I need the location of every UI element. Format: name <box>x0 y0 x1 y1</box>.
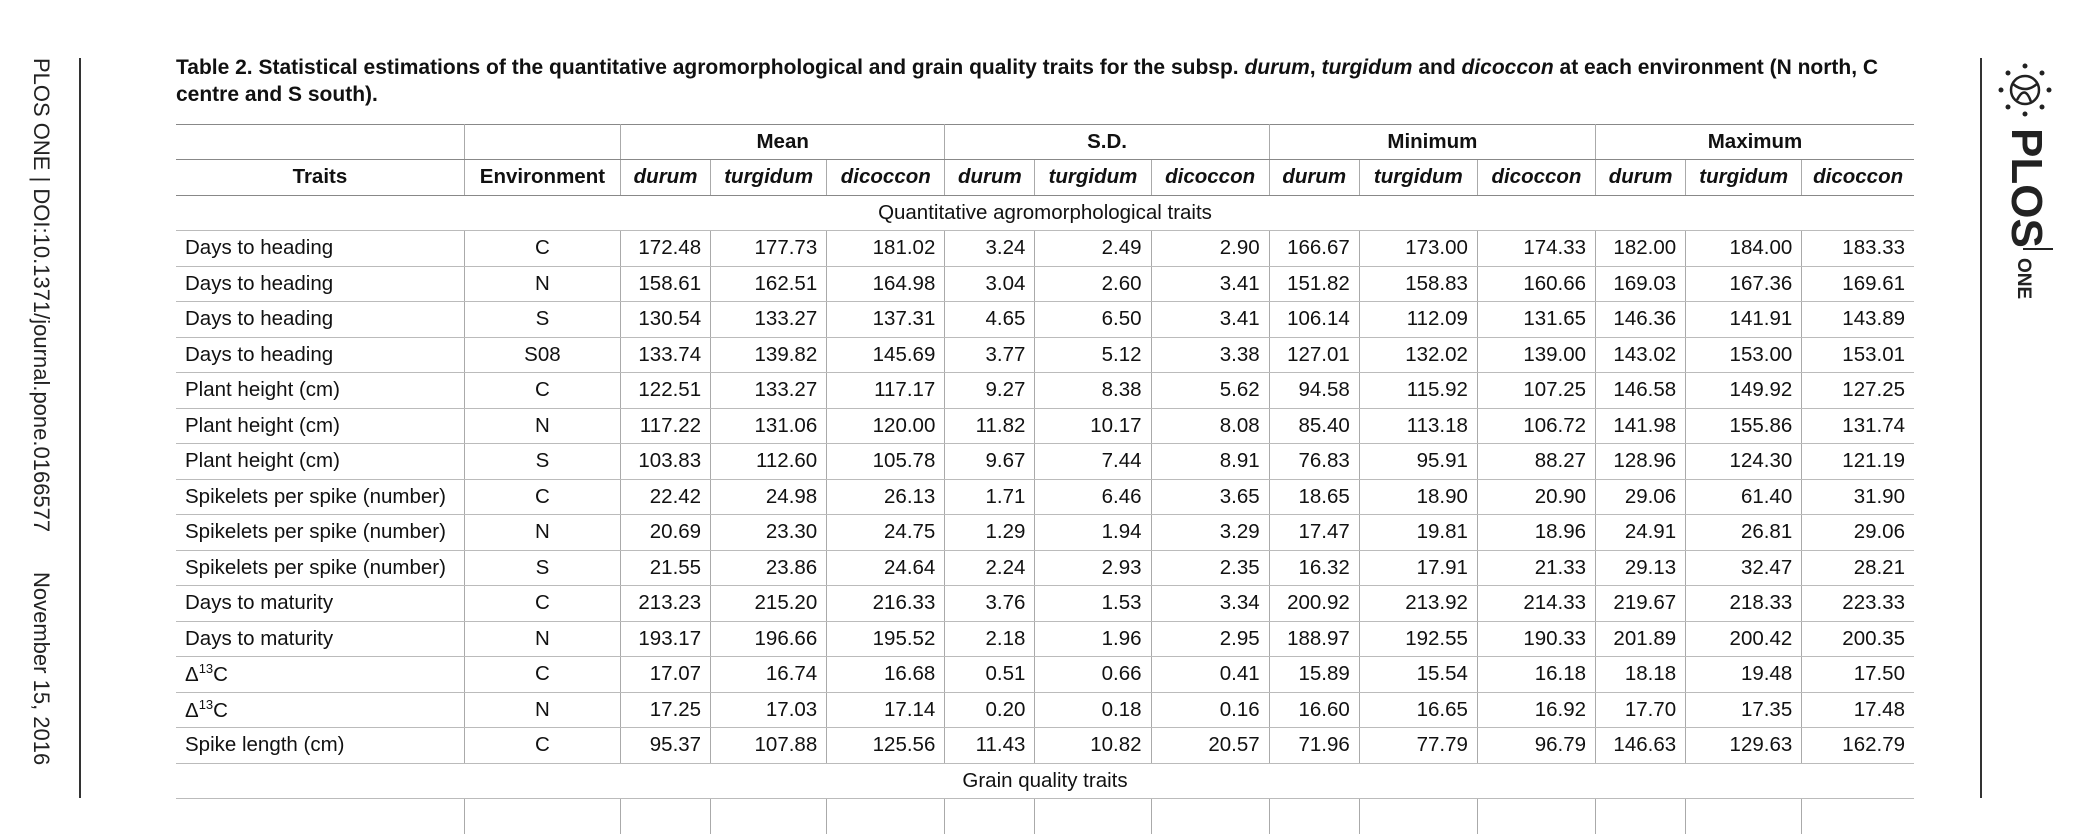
empty-cell <box>176 799 464 834</box>
value-cell: 216.33 <box>827 586 945 622</box>
value-cell: 9.67 <box>945 444 1035 480</box>
environment-cell: C <box>464 657 620 693</box>
value-cell: 3.24 <box>945 231 1035 267</box>
empty-cell <box>1359 799 1477 834</box>
value-cell: 177.73 <box>711 231 827 267</box>
value-cell: 143.89 <box>1802 302 1914 338</box>
trait-cell: Days to maturity <box>176 621 464 657</box>
header-minimum: Minimum <box>1269 125 1595 160</box>
value-cell: 16.74 <box>711 657 827 693</box>
value-cell: 131.65 <box>1477 302 1595 338</box>
value-cell: 0.20 <box>945 692 1035 728</box>
value-cell: 2.95 <box>1151 621 1269 657</box>
value-cell: 2.60 <box>1035 266 1151 302</box>
value-cell: 117.22 <box>621 408 711 444</box>
trait-cell <box>176 692 464 728</box>
value-cell: 133.27 <box>711 302 827 338</box>
table-row <box>176 337 1914 373</box>
value-cell: 17.03 <box>711 692 827 728</box>
empty-cell <box>827 799 945 834</box>
value-cell: 17.70 <box>1596 692 1686 728</box>
trait-cell: Plant height (cm) <box>176 373 464 409</box>
trait-cell: Days to heading <box>176 231 464 267</box>
value-cell: 1.53 <box>1035 586 1151 622</box>
value-cell: 166.67 <box>1269 231 1359 267</box>
trait-superscript: 13 <box>198 696 214 712</box>
empty-cell <box>1035 799 1151 834</box>
publication-date: November 15, 2016 <box>29 572 54 766</box>
value-cell: 7.44 <box>1035 444 1151 480</box>
value-cell: 18.18 <box>1596 657 1686 693</box>
table-row <box>176 586 1914 622</box>
table-row <box>176 266 1914 302</box>
value-cell: 2.35 <box>1151 550 1269 586</box>
value-cell: 88.27 <box>1477 444 1595 480</box>
trait-cell <box>176 657 464 693</box>
value-cell: 200.42 <box>1686 621 1802 657</box>
value-cell: 0.41 <box>1151 657 1269 693</box>
table-row <box>176 621 1914 657</box>
value-cell: 162.79 <box>1802 728 1914 764</box>
value-cell: 24.75 <box>827 515 945 551</box>
value-cell: 117.17 <box>827 373 945 409</box>
value-cell: 31.90 <box>1802 479 1914 515</box>
value-cell: 223.33 <box>1802 586 1914 622</box>
value-cell: 17.07 <box>621 657 711 693</box>
value-cell: 29.06 <box>1802 515 1914 551</box>
environment-cell: C <box>464 479 620 515</box>
value-cell: 112.60 <box>711 444 827 480</box>
value-cell: 3.34 <box>1151 586 1269 622</box>
table-caption <box>176 54 1916 108</box>
value-cell: 17.91 <box>1359 550 1477 586</box>
value-cell: 141.91 <box>1686 302 1802 338</box>
value-cell: 1.29 <box>945 515 1035 551</box>
empty-cell <box>464 799 620 834</box>
value-cell: 200.92 <box>1269 586 1359 622</box>
value-cell: 131.06 <box>711 408 827 444</box>
value-cell: 164.98 <box>827 266 945 302</box>
empty-cell <box>1151 799 1269 834</box>
value-cell: 213.92 <box>1359 586 1477 622</box>
value-cell: 3.41 <box>1151 266 1269 302</box>
value-cell: 21.55 <box>621 550 711 586</box>
value-cell: 129.63 <box>1686 728 1802 764</box>
trait-cell: Spike length (cm) <box>176 728 464 764</box>
environment-cell: N <box>464 692 620 728</box>
environment-cell: C <box>464 586 620 622</box>
value-cell: 18.90 <box>1359 479 1477 515</box>
environment-cell: S <box>464 444 620 480</box>
value-cell: 26.81 <box>1686 515 1802 551</box>
caption-text-b: at each environment (N north, C centre and S south). <box>176 56 1879 106</box>
value-cell: 3.29 <box>1151 515 1269 551</box>
value-cell: 26.13 <box>827 479 945 515</box>
trait-superscript: 13 <box>198 661 214 677</box>
value-cell: 107.25 <box>1477 373 1595 409</box>
value-cell: 193.17 <box>621 621 711 657</box>
value-cell: 182.00 <box>1596 231 1686 267</box>
trait-cell: Days to heading <box>176 302 464 338</box>
environment-cell: S <box>464 302 620 338</box>
environment-cell: N <box>464 621 620 657</box>
value-cell: 215.20 <box>711 586 827 622</box>
plos-one-logo <box>1990 58 2060 358</box>
header-sd-dicoccon: dicoccon <box>1151 160 1269 196</box>
value-cell: 188.97 <box>1269 621 1359 657</box>
header-max-turgidum: turgidum <box>1686 160 1802 196</box>
value-cell: 32.47 <box>1686 550 1802 586</box>
value-cell: 5.12 <box>1035 337 1151 373</box>
value-cell: 122.51 <box>621 373 711 409</box>
value-cell: 195.52 <box>827 621 945 657</box>
blank-header-traits <box>176 125 464 160</box>
value-cell: 213.23 <box>621 586 711 622</box>
value-cell: 3.04 <box>945 266 1035 302</box>
value-cell: 5.62 <box>1151 373 1269 409</box>
value-cell: 106.14 <box>1269 302 1359 338</box>
value-cell: 181.02 <box>827 231 945 267</box>
value-cell: 16.60 <box>1269 692 1359 728</box>
empty-cell <box>1686 799 1802 834</box>
trait-cell: Spikelets per spike (number) <box>176 479 464 515</box>
environment-cell: N <box>464 408 620 444</box>
table-row <box>176 692 1914 728</box>
value-cell: 15.89 <box>1269 657 1359 693</box>
value-cell: 2.93 <box>1035 550 1151 586</box>
value-cell: 24.91 <box>1596 515 1686 551</box>
header-sd-durum: durum <box>945 160 1035 196</box>
value-cell: 17.50 <box>1802 657 1914 693</box>
value-cell: 3.41 <box>1151 302 1269 338</box>
table-row <box>176 728 1914 764</box>
value-cell: 2.90 <box>1151 231 1269 267</box>
header-max-dicoccon: dicoccon <box>1802 160 1914 196</box>
value-cell: 0.16 <box>1151 692 1269 728</box>
value-cell: 169.03 <box>1596 266 1686 302</box>
logo-subtext: ONE <box>2013 258 2034 300</box>
header-mean: Mean <box>621 125 945 160</box>
value-cell: 183.33 <box>1802 231 1914 267</box>
value-cell: 10.82 <box>1035 728 1151 764</box>
value-cell: 2.49 <box>1035 231 1151 267</box>
value-cell: 160.66 <box>1477 266 1595 302</box>
section-row-grain-quality <box>176 763 1914 799</box>
value-cell: 115.92 <box>1359 373 1477 409</box>
sub-header-row <box>176 160 1914 196</box>
value-cell: 94.58 <box>1269 373 1359 409</box>
value-cell: 153.00 <box>1686 337 1802 373</box>
left-rule <box>79 58 81 798</box>
journal-doi: PLOS ONE | DOI:10.1371/journal.pone.0166577 <box>29 58 54 533</box>
empty-cell <box>1477 799 1595 834</box>
value-cell: 158.83 <box>1359 266 1477 302</box>
value-cell: 106.72 <box>1477 408 1595 444</box>
table-row <box>176 444 1914 480</box>
header-min-durum: durum <box>1269 160 1359 196</box>
empty-cell <box>1802 799 1914 834</box>
value-cell: 23.30 <box>711 515 827 551</box>
value-cell: 200.35 <box>1802 621 1914 657</box>
value-cell: 149.92 <box>1686 373 1802 409</box>
caption-and: and <box>1418 56 1456 79</box>
value-cell: 139.82 <box>711 337 827 373</box>
value-cell: 76.83 <box>1269 444 1359 480</box>
table-row <box>176 515 1914 551</box>
header-environment: Environment <box>464 160 620 196</box>
value-cell: 174.33 <box>1477 231 1595 267</box>
table-row-partial <box>176 799 1914 834</box>
stats-table <box>176 124 1914 834</box>
value-cell: 28.21 <box>1802 550 1914 586</box>
value-cell: 192.55 <box>1359 621 1477 657</box>
value-cell: 19.48 <box>1686 657 1802 693</box>
value-cell: 17.14 <box>827 692 945 728</box>
value-cell: 3.38 <box>1151 337 1269 373</box>
value-cell: 24.64 <box>827 550 945 586</box>
trait-cell: Plant height (cm) <box>176 444 464 480</box>
value-cell: 133.27 <box>711 373 827 409</box>
value-cell: 6.50 <box>1035 302 1151 338</box>
empty-cell <box>945 799 1035 834</box>
caption-label: Table 2. <box>176 56 253 79</box>
value-cell: 6.46 <box>1035 479 1151 515</box>
empty-cell <box>1596 799 1686 834</box>
value-cell: 184.00 <box>1686 231 1802 267</box>
value-cell: 96.79 <box>1477 728 1595 764</box>
table-row <box>176 231 1914 267</box>
header-min-turgidum: turgidum <box>1359 160 1477 196</box>
value-cell: 155.86 <box>1686 408 1802 444</box>
environment-cell: N <box>464 266 620 302</box>
value-cell: 132.02 <box>1359 337 1477 373</box>
value-cell: 17.25 <box>621 692 711 728</box>
value-cell: 158.61 <box>621 266 711 302</box>
trait-cell: Days to heading <box>176 266 464 302</box>
value-cell: 190.33 <box>1477 621 1595 657</box>
section-row-quantitative <box>176 195 1914 231</box>
value-cell: 133.74 <box>621 337 711 373</box>
value-cell: 16.18 <box>1477 657 1595 693</box>
value-cell: 17.48 <box>1802 692 1914 728</box>
value-cell: 146.63 <box>1596 728 1686 764</box>
value-cell: 141.98 <box>1596 408 1686 444</box>
table-row <box>176 657 1914 693</box>
value-cell: 24.98 <box>711 479 827 515</box>
header-mean-dicoccon: dicoccon <box>827 160 945 196</box>
header-mean-turgidum: turgidum <box>711 160 827 196</box>
value-cell: 20.69 <box>621 515 711 551</box>
trait-cell: Spikelets per spike (number) <box>176 550 464 586</box>
empty-cell <box>621 799 711 834</box>
trait-cell: Days to heading <box>176 337 464 373</box>
value-cell: 139.00 <box>1477 337 1595 373</box>
value-cell: 20.90 <box>1477 479 1595 515</box>
value-cell: 131.74 <box>1802 408 1914 444</box>
blank-header-env <box>464 125 620 160</box>
value-cell: 128.96 <box>1596 444 1686 480</box>
value-cell: 137.31 <box>827 302 945 338</box>
section-label-quantitative: Quantitative agromorphological traits <box>176 195 1914 231</box>
value-cell: 146.36 <box>1596 302 1686 338</box>
value-cell: 214.33 <box>1477 586 1595 622</box>
header-maximum: Maximum <box>1596 125 1914 160</box>
value-cell: 146.58 <box>1596 373 1686 409</box>
caption-text-a: Statistical estimations of the quantitative agromorphological and grain quality traits for the subsp. <box>258 56 1239 79</box>
trait-delta: Δ <box>185 663 199 687</box>
table-row <box>176 373 1914 409</box>
value-cell: 17.35 <box>1686 692 1802 728</box>
trait-delta: Δ <box>185 698 199 722</box>
value-cell: 95.37 <box>621 728 711 764</box>
citation-sidebar <box>28 58 54 765</box>
table-row <box>176 408 1914 444</box>
value-cell: 151.82 <box>1269 266 1359 302</box>
value-cell: 71.96 <box>1269 728 1359 764</box>
value-cell: 16.65 <box>1359 692 1477 728</box>
value-cell: 85.40 <box>1269 408 1359 444</box>
value-cell: 201.89 <box>1596 621 1686 657</box>
value-cell: 218.33 <box>1686 586 1802 622</box>
value-cell: 130.54 <box>621 302 711 338</box>
environment-cell: S <box>464 550 620 586</box>
header-sd-turgidum: turgidum <box>1035 160 1151 196</box>
value-cell: 20.57 <box>1151 728 1269 764</box>
environment-cell: N <box>464 515 620 551</box>
value-cell: 18.65 <box>1269 479 1359 515</box>
value-cell: 112.09 <box>1359 302 1477 338</box>
value-cell: 0.51 <box>945 657 1035 693</box>
value-cell: 22.42 <box>621 479 711 515</box>
header-max-durum: durum <box>1596 160 1686 196</box>
environment-cell: S08 <box>464 337 620 373</box>
table-row <box>176 479 1914 515</box>
value-cell: 16.92 <box>1477 692 1595 728</box>
value-cell: 120.00 <box>827 408 945 444</box>
value-cell: 9.27 <box>945 373 1035 409</box>
environment-cell: C <box>464 728 620 764</box>
caption-species-2: turgidum <box>1321 56 1413 79</box>
value-cell: 105.78 <box>827 444 945 480</box>
value-cell: 0.18 <box>1035 692 1151 728</box>
value-cell: 11.43 <box>945 728 1035 764</box>
value-cell: 103.83 <box>621 444 711 480</box>
section-label-grain-quality: Grain quality traits <box>176 763 1914 799</box>
value-cell: 19.81 <box>1359 515 1477 551</box>
value-cell: 153.01 <box>1802 337 1914 373</box>
value-cell: 29.13 <box>1596 550 1686 586</box>
value-cell: 29.06 <box>1596 479 1686 515</box>
trait-element: C <box>213 698 228 722</box>
value-cell: 61.40 <box>1686 479 1802 515</box>
empty-cell <box>711 799 827 834</box>
trait-element: C <box>213 663 228 687</box>
value-cell: 16.32 <box>1269 550 1359 586</box>
header-mean-durum: durum <box>621 160 711 196</box>
value-cell: 3.65 <box>1151 479 1269 515</box>
value-cell: 3.76 <box>945 586 1035 622</box>
left-margin <box>0 0 80 790</box>
value-cell: 17.47 <box>1269 515 1359 551</box>
value-cell: 121.19 <box>1802 444 1914 480</box>
value-cell: 3.77 <box>945 337 1035 373</box>
value-cell: 18.96 <box>1477 515 1595 551</box>
value-cell: 1.71 <box>945 479 1035 515</box>
value-cell: 8.38 <box>1035 373 1151 409</box>
environment-cell: C <box>464 231 620 267</box>
group-header-row <box>176 125 1914 160</box>
empty-cell <box>1269 799 1359 834</box>
value-cell: 77.79 <box>1359 728 1477 764</box>
table-row <box>176 302 1914 338</box>
value-cell: 11.82 <box>945 408 1035 444</box>
value-cell: 125.56 <box>827 728 945 764</box>
value-cell: 124.30 <box>1686 444 1802 480</box>
value-cell: 0.66 <box>1035 657 1151 693</box>
value-cell: 16.68 <box>827 657 945 693</box>
value-cell: 107.88 <box>711 728 827 764</box>
caption-sep: , <box>1309 56 1316 79</box>
value-cell: 113.18 <box>1359 408 1477 444</box>
right-rule <box>1980 58 1982 798</box>
value-cell: 2.24 <box>945 550 1035 586</box>
value-cell: 127.01 <box>1269 337 1359 373</box>
value-cell: 167.36 <box>1686 266 1802 302</box>
value-cell: 127.25 <box>1802 373 1914 409</box>
table-row <box>176 550 1914 586</box>
value-cell: 8.08 <box>1151 408 1269 444</box>
header-min-dicoccon: dicoccon <box>1477 160 1595 196</box>
value-cell: 23.86 <box>711 550 827 586</box>
value-cell: 10.17 <box>1035 408 1151 444</box>
header-sd: S.D. <box>945 125 1269 160</box>
caption-species-3: dicoccon <box>1461 56 1554 79</box>
value-cell: 1.94 <box>1035 515 1151 551</box>
value-cell: 145.69 <box>827 337 945 373</box>
trait-cell: Days to maturity <box>176 586 464 622</box>
value-cell: 8.91 <box>1151 444 1269 480</box>
value-cell: 162.51 <box>711 266 827 302</box>
environment-cell: C <box>464 373 620 409</box>
trait-cell: Spikelets per spike (number) <box>176 515 464 551</box>
value-cell: 4.65 <box>945 302 1035 338</box>
value-cell: 95.91 <box>1359 444 1477 480</box>
value-cell: 219.67 <box>1596 586 1686 622</box>
value-cell: 15.54 <box>1359 657 1477 693</box>
value-cell: 173.00 <box>1359 231 1477 267</box>
caption-species-1: durum <box>1244 56 1310 79</box>
value-cell: 21.33 <box>1477 550 1595 586</box>
value-cell: 143.02 <box>1596 337 1686 373</box>
logo-wordmark: PLOS <box>2002 128 2051 248</box>
value-cell: 169.61 <box>1802 266 1914 302</box>
header-traits: Traits <box>176 160 464 196</box>
value-cell: 2.18 <box>945 621 1035 657</box>
value-cell: 1.96 <box>1035 621 1151 657</box>
value-cell: 172.48 <box>621 231 711 267</box>
value-cell: 196.66 <box>711 621 827 657</box>
trait-cell: Plant height (cm) <box>176 408 464 444</box>
